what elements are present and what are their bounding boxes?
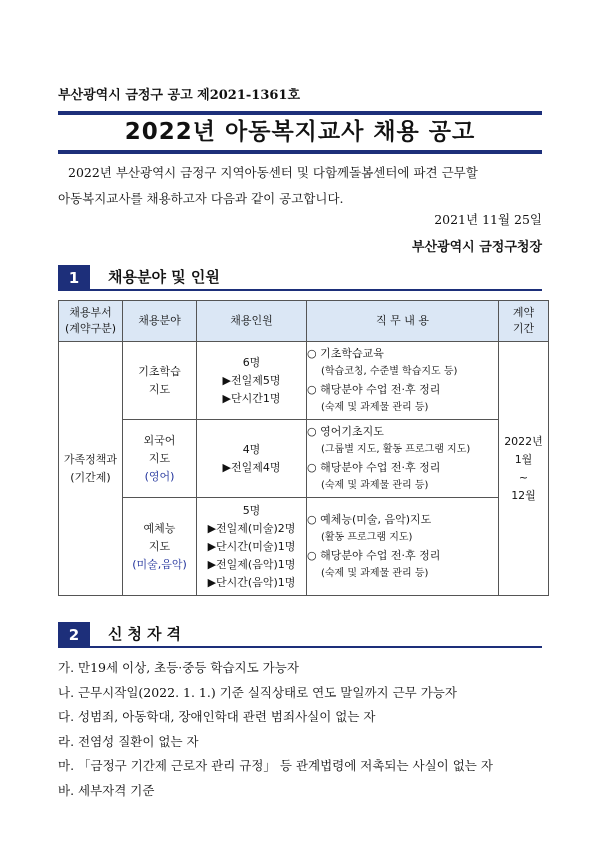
duty-item: ○ 예체능(미술, 음악)지도 [307,512,432,526]
list-item: 마. 「금정구 기간제 근로자 관리 규정」 등 관계법령에 저촉되는 사실이 없는 자 [58,758,493,773]
dept-cell [59,342,123,596]
field-line2: 지도 [148,382,171,396]
notice-number: 부산광역시 금정구 공고 제2021-1361호 [58,88,301,103]
dept-line2: (기간제) [70,470,111,484]
section-1-number: 1 [58,265,90,291]
count-item: ▶전일제4명 [222,460,281,474]
period-cell [499,342,549,596]
duty-cell [307,342,499,420]
count-item: ▶전일제(미술)2명 [207,521,296,535]
count-item: ▶단시간(음악)1명 [207,575,296,589]
section-1-header [58,265,542,291]
list-item: 다. 성범죄, 아동학대, 장애인학대 관련 범죄사실이 없는 자 [58,709,376,724]
duty-item: ○ 영어기초지도 [307,424,384,438]
list-item: 나. 근무시작일(2022. 1. 1.) 기준 실직상태로 연도 말일까지 근무 가능자 [58,684,457,700]
intro-line-2: 아동복지교사를 채용하고자 다음과 같이 공고합니다. [58,191,344,206]
duty-detail: (학습코칭, 수준별 학습지도 등) [321,365,458,377]
table-row [59,420,549,498]
header-field: 채용분야 [123,301,197,342]
intro-paragraph [58,160,544,212]
table-row [59,498,549,596]
period-line2: 1월 [514,452,533,466]
notice-date: 2021년 11월 25일 [434,212,542,227]
duty-cell [307,420,499,498]
field-line2: 지도 [148,539,171,553]
duty-item: ○ 해당분야 수업 전·후 정리 [307,460,441,474]
field-sub: (영어) [144,469,175,483]
count-total: 6명 [242,355,261,369]
recruitment-table [58,300,549,596]
header-count: 채용인원 [197,301,307,342]
section-2-underline [90,646,542,648]
count-cell [197,420,307,498]
header-dept-line1: 채용부서 [69,306,112,319]
count-item: ▶전일제(음악)1명 [207,557,296,571]
duty-detail: (숙제 및 과제물 관리 등) [321,567,429,579]
intro-line-1: 2022년 부산광역시 금정구 지역아동센터 및 다함께돌봄센터에 파견 근무할 [68,165,478,180]
count-total: 5명 [242,503,261,517]
section-2-title: 신청자격 [108,625,186,643]
count-cell [197,342,307,420]
field-cell [123,498,197,596]
duty-item: ○ 기초학습교육 [307,346,384,360]
duty-item: ○ 해당분야 수업 전·후 정리 [307,382,441,396]
header-dept [59,301,123,342]
duty-detail: (활동 프로그램 지도) [321,531,413,543]
period-line4: 12월 [511,488,536,502]
header-period-line1: 계약 [512,306,535,319]
duty-cell [307,498,499,596]
field-line2: 지도 [148,451,171,465]
section-1-underline [90,289,542,291]
table-header-row [59,301,549,342]
qualification-list [58,656,493,803]
dept-line1: 가족정책과 [63,452,118,466]
field-line1: 외국어 [143,433,176,447]
section-1-title: 채용분야 및 인원 [108,268,220,286]
period-line1: 2022년 [504,434,543,448]
count-cell [197,498,307,596]
header-dept-line2: (계약구분) [64,322,117,335]
list-item: 가. 만19세 이상, 초등·중등 학습지도 가능자 [58,660,299,675]
count-item: ▶단시간1명 [222,391,281,405]
field-line1: 예체능 [143,521,176,535]
duty-detail: (숙제 및 과제물 관리 등) [321,401,429,413]
field-cell [123,342,197,420]
header-period [499,301,549,342]
header-duty: 직 무 내 용 [307,301,499,342]
duty-item: ○ 해당분야 수업 전·후 정리 [307,548,441,562]
page-title: 2022년 아동복지교사 채용 공고 [124,119,476,145]
section-2-header [58,622,542,648]
field-cell [123,420,197,498]
count-total: 4명 [242,442,261,456]
period-line3: ~ [518,470,529,484]
table-row [59,342,549,420]
count-item: ▶단시간(미술)1명 [207,539,296,553]
signer: 부산광역시 금정구청장 [411,240,542,255]
field-sub: (미술,음악) [132,557,187,571]
list-item: 바. 세부자격 기준 [58,782,155,798]
header-period-line2: 기간 [512,322,535,335]
list-item: 라. 전염성 질환이 없는 자 [58,733,199,749]
section-2-number: 2 [58,622,90,648]
field-line1: 기초학습 [138,364,181,378]
count-item: ▶전일제5명 [222,373,281,387]
title-rule-bottom [58,150,542,154]
duty-detail: (그룹별 지도, 활동 프로그램 지도) [321,443,471,455]
duty-detail: (숙제 및 과제물 관리 등) [321,479,429,491]
